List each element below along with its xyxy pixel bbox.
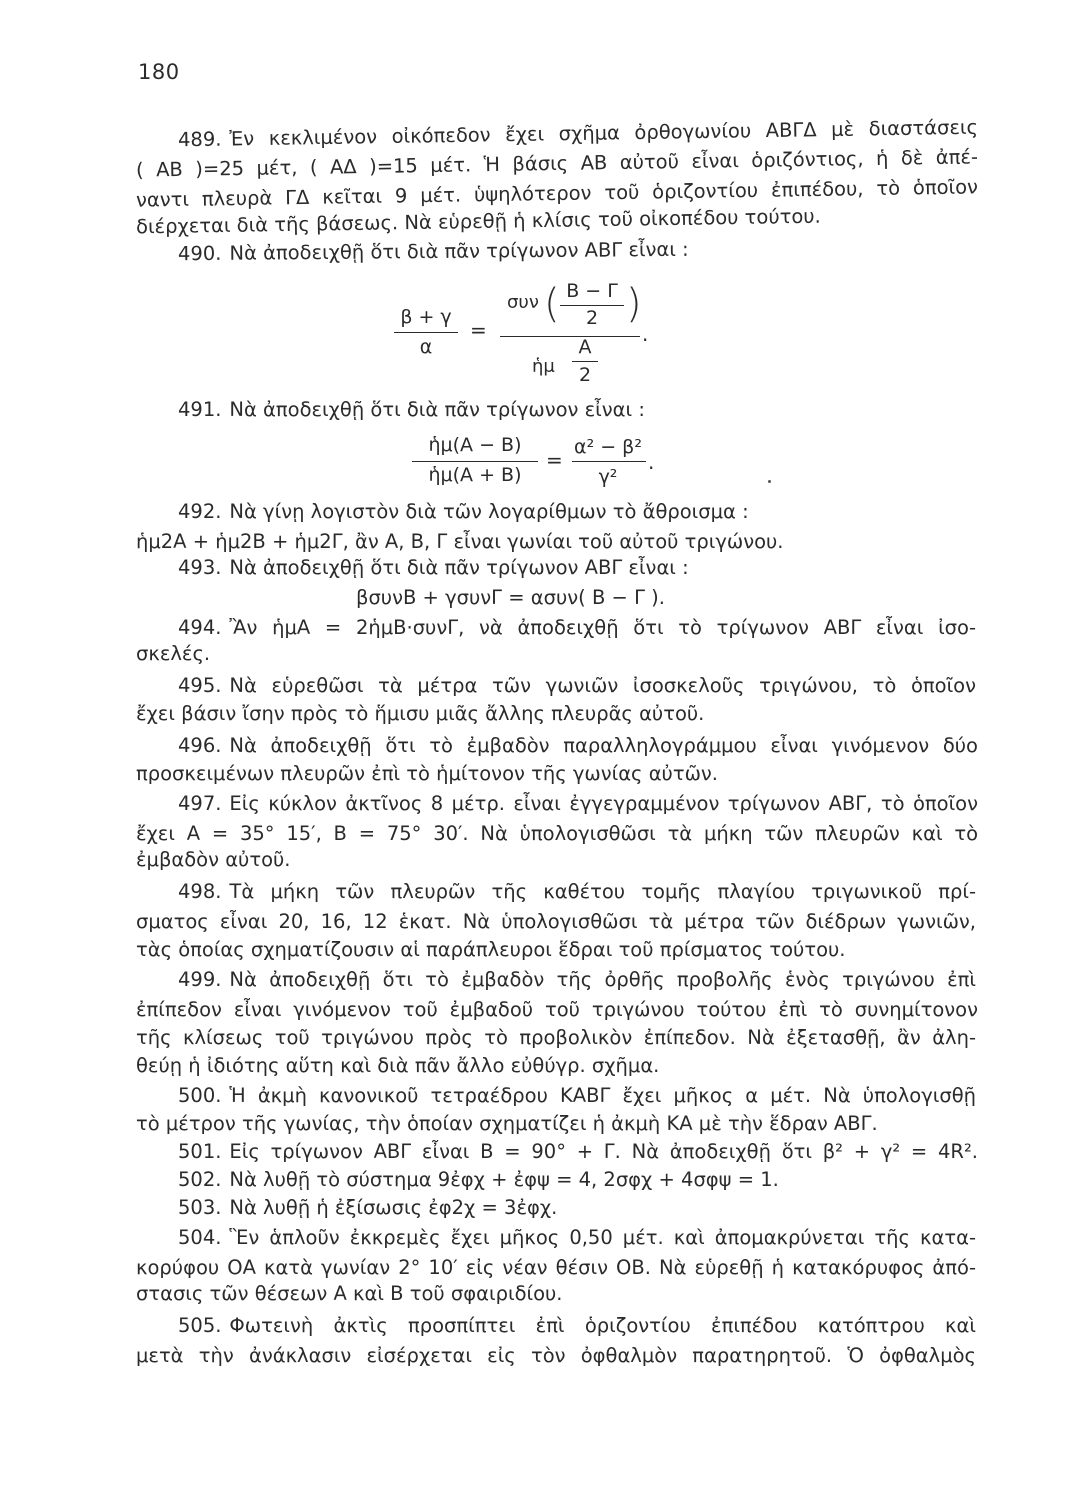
f490-sin-denominator: 2 bbox=[578, 364, 592, 386]
problem-499-line-4: θεύῃ ἡ ἰδιότης αὕτη καὶ διὰ πᾶν ἄλλο εὐθύγρ. σχῆμα. bbox=[136, 1054, 660, 1077]
problem-499-line-1: 499. Νὰ ἀποδειχθῇ ὅτι τὸ ἐμβαδὸν τῆς ὀρθῆς προβολῆς ἑνὸς τριγώνου ἐπὶ bbox=[178, 968, 976, 991]
f491-right-denominator: γ² bbox=[598, 466, 618, 488]
problem-492-line-1: 492. Νὰ γίνῃ λογιστὸν διὰ τῶν λογαρίθμων τὸ ἄθροισμα : bbox=[178, 500, 749, 523]
f490-sin-bar bbox=[572, 361, 598, 362]
problem-501-line-1: 501. Εἰς τρίγωνον ΑΒΓ εἶναι Β = 90° + Γ. Νὰ ἀποδειχθῇ ὅτι β² + γ² = 4R². bbox=[178, 1140, 978, 1163]
f491-equals: = bbox=[546, 448, 563, 472]
problem-504-line-1: 504. Ἓν ἁπλοῦν ἐκκρεμὲς ἔχει μῆκος 0,50 μέτ. καὶ ἀπομακρύνεται τῆς κατα- bbox=[178, 1226, 976, 1249]
f491-left-bar bbox=[412, 461, 538, 462]
f490-left-bar bbox=[394, 332, 458, 333]
f490-sin: ἡμ bbox=[532, 356, 555, 377]
problem-number: 489. bbox=[177, 127, 222, 152]
f491-period: . bbox=[648, 450, 655, 474]
f491-right-bar bbox=[572, 461, 646, 462]
problem-489-line-1: 489. Ἐν κεκλιμένον οἰκόπεδον ἔχει σχῆμα ὀρθογωνίου ΑΒΓΔ μὲ διαστάσεις bbox=[177, 115, 979, 152]
problem-496-line-2: προσκειμένων πλευρῶν ἐπὶ τὸ ἡμίτονον τῆς γωνίας αὐτῶν. bbox=[136, 762, 718, 785]
problem-502-line-1: 502. Νὰ λυθῇ τὸ σύστημα 9ἐφχ + ἐφψ = 4, 2σφχ + 4σφψ = 1. bbox=[178, 1168, 779, 1191]
problem-495-line-1: 495. Νὰ εὑρεθῶσι τὰ μέτρα τῶν γωνιῶν ἰσοσκελοῦς τριγώνου, τὸ ὁποῖον bbox=[178, 674, 976, 697]
problem-505-line-1: 505. Φωτεινὴ ἀκτὶς προσπίπτει ἐπὶ ὁριζοντίου ἐπιπέδου κατόπτρου καὶ bbox=[178, 1314, 976, 1337]
problem-number: 503. bbox=[178, 1196, 222, 1219]
problem-497-line-2: ἔχει Α = 35° 15′, Β = 75° 30′. Νὰ ὑπολογισθῶσι τὰ μήκη τῶν πλευρῶν καὶ τὸ bbox=[136, 822, 978, 845]
problem-493-line-1: 493. Νὰ ἀποδειχθῇ ὅτι διὰ πᾶν τρίγωνον ΑΒΓ εἶναι : bbox=[178, 556, 689, 579]
problem-number: 498. bbox=[178, 880, 222, 903]
f490-inner-numerator: Β − Γ bbox=[566, 280, 618, 302]
problem-494-line-1: 494. Ἂν ἡμΑ = 2ἡμΒ·συνΓ, νὰ ἀποδειχθῇ ὅτι τὸ τρίγωνον ΑΒΓ εἶναι ἰσο- bbox=[178, 616, 976, 639]
f491-right-numerator: α² − β² bbox=[574, 436, 642, 458]
f490-paren-left: ( bbox=[544, 281, 560, 327]
f490-equals: = bbox=[470, 318, 487, 342]
problem-number: 500. bbox=[178, 1084, 222, 1107]
problem-497-line-3: ἐμβαδὸν αὐτοῦ. bbox=[136, 848, 291, 871]
problem-number: 502. bbox=[178, 1168, 222, 1191]
problem-505-line-2: μετὰ τὴν ἀνάκλασιν εἰσέρχεται εἰς τὸν ὀφθαλμὸν παρατηρητοῦ. Ὁ ὀφθαλμὸς bbox=[136, 1344, 976, 1367]
problem-497-line-1: 497. Εἰς κύκλον ἀκτῖνος 8 μέτρ. εἶναι ἐγγεγραμμένον τρίγωνον ΑΒΓ, τὸ ὁποῖον bbox=[178, 792, 978, 815]
problem-number: 499. bbox=[178, 968, 222, 991]
problem-489-line-2: ( ΑΒ )=25 μέτ, ( ΑΔ )=15 μέτ. Ἡ βάσις ΑΒ αὐτοῦ εἶναι ὁριζόντιος, ἡ δὲ ἀπέ- bbox=[135, 145, 979, 182]
f490-left-denominator: α bbox=[419, 336, 433, 358]
problem-number: 504. bbox=[178, 1226, 222, 1249]
problem-number: 505. bbox=[178, 1314, 222, 1337]
f490-paren-right: ) bbox=[626, 281, 642, 327]
problem-496-line-1: 496. Νὰ ἀποδειχθῇ ὅτι τὸ ἐμβαδὸν παραλληλογράμμου εἶναι γινόμενον δύο bbox=[178, 734, 978, 757]
problem-489-line-4: διέρχεται διὰ τῆς βάσεως. Νὰ εὑρεθῇ ἡ κλίσις τοῦ οἰκοπέδου τούτου. bbox=[135, 204, 821, 239]
f490-period: . bbox=[642, 322, 649, 346]
problem-498-line-1: 498. Τὰ μήκη τῶν πλευρῶν τῆς καθέτου τομῆς πλαγίου τριγωνικοῦ πρί- bbox=[178, 880, 976, 903]
problem-504-line-2: κορύφου ΟΑ κατὰ γωνίαν 2° 10′ εἰς νέαν θέσιν ΟΒ. Νὰ εὑρεθῇ ἡ κατακόρυφος ἀπό- bbox=[136, 1256, 976, 1279]
problem-number: 495. bbox=[178, 674, 222, 697]
problem-number: 501. bbox=[178, 1140, 222, 1163]
f490-inner-denominator: 2 bbox=[585, 307, 599, 329]
f490-inner-bar bbox=[560, 305, 624, 306]
problem-number: 494. bbox=[178, 616, 222, 639]
f491-left-numerator: ἡμ(Α − Β) bbox=[428, 434, 522, 456]
problem-499-line-3: τῆς κλίσεως τοῦ τριγώνου πρὸς τὸ προβολικὸν ἐπίπεδον. Νὰ ἐξετασθῇ, ἂν ἀλη- bbox=[136, 1026, 976, 1049]
problem-499-line-2: ἐπίπεδον εἶναι γινόμενον τοῦ ἐμβαδοῦ τοῦ τριγώνου τούτου ἐπὶ τὸ συνημίτονον bbox=[136, 998, 978, 1021]
problem-490-line-1: 490. Νὰ ἀποδειχθῇ ὅτι διὰ πᾶν τρίγωνον ΑΒΓ εἶναι : bbox=[177, 237, 689, 266]
problem-503-line-1: 503. Νὰ λυθῇ ἡ ἐξίσωσις ἐφ2χ = 3ἐφχ. bbox=[178, 1196, 558, 1219]
problem-number: 491. bbox=[178, 398, 222, 421]
problem-number: 497. bbox=[178, 792, 222, 815]
problem-number: 490. bbox=[177, 241, 222, 266]
problem-498-line-3: τὰς ὁποίας σχηματίζουσιν αἱ παράπλευροι ἕδραι τοῦ πρίσματος τούτου. bbox=[136, 938, 846, 961]
problem-number: 493. bbox=[178, 556, 222, 579]
speck bbox=[768, 480, 771, 483]
problem-498-line-2: σματος εἶναι 20, 16, 12 ἑκατ. Νὰ ὑπολογισθῶσι τὰ μέτρα τῶν διέδρων γωνιῶν, bbox=[136, 910, 976, 933]
problem-492-line-2: ἡμ2Α + ἡμ2Β + ἡμ2Γ, ἂν Α, Β, Γ εἶναι γωνίαι τοῦ αὐτοῦ τριγώνου. bbox=[136, 530, 784, 553]
problem-491-line-1: 491. Νὰ ἀποδειχθῇ ὅτι διὰ πᾶν τρίγωνον εἶναι : bbox=[178, 398, 645, 421]
problem-489-line-3: ναντι πλευρὰ ΓΔ κεῖται 9 μέτ. ὑψηλότερον τοῦ ὁριζοντίου ἐπιπέδου, τὸ ὁποῖον bbox=[135, 175, 979, 212]
f491-left-denominator: ἡμ(Α + Β) bbox=[428, 464, 522, 486]
problem-number: 496. bbox=[178, 734, 222, 757]
f490-left-numerator: β + γ bbox=[400, 306, 452, 328]
problem-504-line-3: στασις τῶν θέσεων Α καὶ Β τοῦ σφαιριδίου. bbox=[136, 1282, 563, 1305]
problem-number: 492. bbox=[178, 500, 222, 523]
problem-495-line-2: ἔχει βάσιν ἴσην πρὸς τὸ ἥμισυ μιᾶς ἄλλης πλευρᾶς αὐτοῦ. bbox=[136, 702, 705, 725]
f490-sin-numerator: Α bbox=[578, 336, 592, 358]
f490-cos: συν bbox=[507, 292, 539, 313]
problem-494-line-2: σκελές. bbox=[136, 642, 211, 665]
problem-493-formula: βσυνΒ + γσυνΓ = ασυν( Β − Γ ). bbox=[356, 586, 665, 609]
page-number: 180 bbox=[138, 60, 180, 84]
problem-500-line-1: 500. Ἡ ἀκμὴ κανονικοῦ τετραέδρου ΚΑΒΓ ἔχει μῆκος α μέτ. Νὰ ὑπολογισθῇ bbox=[178, 1084, 976, 1107]
problem-500-line-2: τὸ μέτρον τῆς γωνίας, τὴν ὁποίαν σχηματίζει ἡ ἀκμὴ ΚΑ μὲ τὴν ἕδραν ΑΒΓ. bbox=[136, 1112, 878, 1135]
